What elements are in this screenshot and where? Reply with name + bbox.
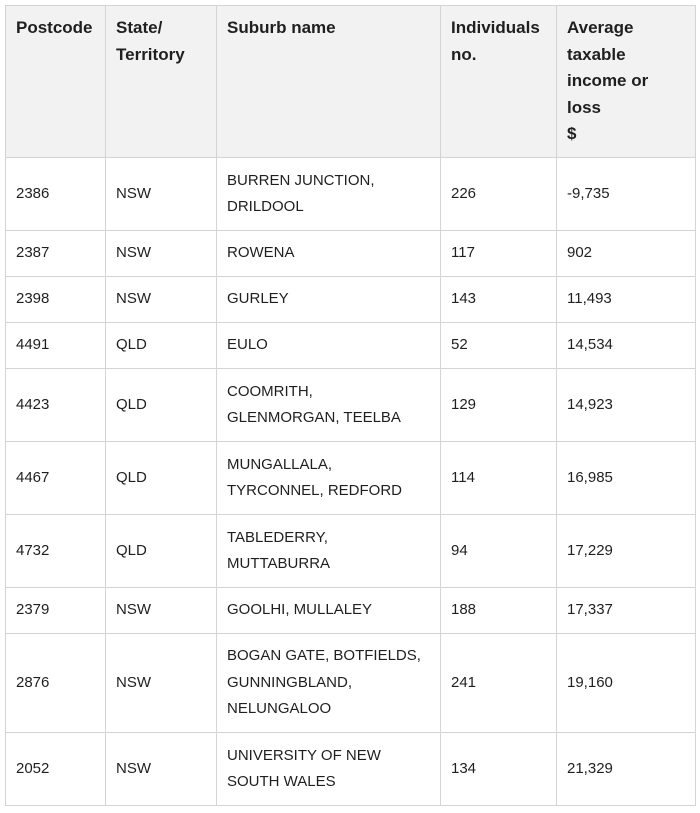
cell-state: NSW <box>106 733 217 806</box>
cell-postcode: 2387 <box>6 231 106 277</box>
header-average-income: Average taxable income or loss $ <box>557 6 696 158</box>
cell-state: NSW <box>106 158 217 231</box>
cell-suburb: EULO <box>217 323 441 369</box>
cell-individuals: 94 <box>441 515 557 588</box>
cell-postcode: 2379 <box>6 588 106 634</box>
cell-individuals: 114 <box>441 442 557 515</box>
cell-state: NSW <box>106 634 217 733</box>
cell-individuals: 134 <box>441 733 557 806</box>
cell-postcode: 2876 <box>6 634 106 733</box>
cell-income: 14,534 <box>557 323 696 369</box>
cell-state: QLD <box>106 323 217 369</box>
table-row <box>6 588 696 634</box>
cell-income: 21,329 <box>557 733 696 806</box>
cell-state: NSW <box>106 231 217 277</box>
cell-suburb: ROWENA <box>217 231 441 277</box>
cell-individuals: 52 <box>441 323 557 369</box>
table-row <box>6 231 696 277</box>
cell-state: NSW <box>106 588 217 634</box>
cell-postcode: 2398 <box>6 277 106 323</box>
table-row <box>6 442 696 515</box>
cell-suburb: COOMRITH, GLENMORGAN, TEELBA <box>217 369 441 442</box>
cell-postcode: 2386 <box>6 158 106 231</box>
cell-income: 902 <box>557 231 696 277</box>
table-row <box>6 323 696 369</box>
cell-postcode: 4423 <box>6 369 106 442</box>
cell-suburb: GURLEY <box>217 277 441 323</box>
cell-individuals: 241 <box>441 634 557 733</box>
cell-suburb: BURREN JUNCTION, DRILDOOL <box>217 158 441 231</box>
table-row <box>6 515 696 588</box>
cell-individuals: 117 <box>441 231 557 277</box>
cell-state: QLD <box>106 369 217 442</box>
income-table <box>5 5 696 806</box>
cell-individuals: 129 <box>441 369 557 442</box>
cell-individuals: 188 <box>441 588 557 634</box>
header-individuals: Individuals no. <box>441 6 557 158</box>
table-header <box>6 6 696 158</box>
cell-income: 14,923 <box>557 369 696 442</box>
table-row <box>6 634 696 733</box>
table-row <box>6 369 696 442</box>
cell-postcode: 2052 <box>6 733 106 806</box>
cell-postcode: 4467 <box>6 442 106 515</box>
cell-suburb: GOOLHI, MULLALEY <box>217 588 441 634</box>
cell-income: 19,160 <box>557 634 696 733</box>
cell-income: 17,337 <box>557 588 696 634</box>
header-row <box>6 6 696 158</box>
header-state: State/ Territory <box>106 6 217 158</box>
cell-income: 11,493 <box>557 277 696 323</box>
header-suburb: Suburb name <box>217 6 441 158</box>
cell-income: 17,229 <box>557 515 696 588</box>
cell-suburb: BOGAN GATE, BOTFIELDS, GUNNINGBLAND, NELUNGALOO <box>217 634 441 733</box>
table-row <box>6 158 696 231</box>
table-row <box>6 277 696 323</box>
cell-income: 16,985 <box>557 442 696 515</box>
cell-suburb: TABLEDERRY, MUTTABURRA <box>217 515 441 588</box>
cell-individuals: 226 <box>441 158 557 231</box>
cell-state: QLD <box>106 442 217 515</box>
cell-individuals: 143 <box>441 277 557 323</box>
cell-suburb: MUNGALLALA, TYRCONNEL, REDFORD <box>217 442 441 515</box>
cell-state: NSW <box>106 277 217 323</box>
cell-suburb: UNIVERSITY OF NEW SOUTH WALES <box>217 733 441 806</box>
cell-postcode: 4732 <box>6 515 106 588</box>
header-postcode: Postcode <box>6 6 106 158</box>
cell-state: QLD <box>106 515 217 588</box>
cell-postcode: 4491 <box>6 323 106 369</box>
cell-income: -9,735 <box>557 158 696 231</box>
table-body <box>6 158 696 806</box>
table-row <box>6 733 696 806</box>
